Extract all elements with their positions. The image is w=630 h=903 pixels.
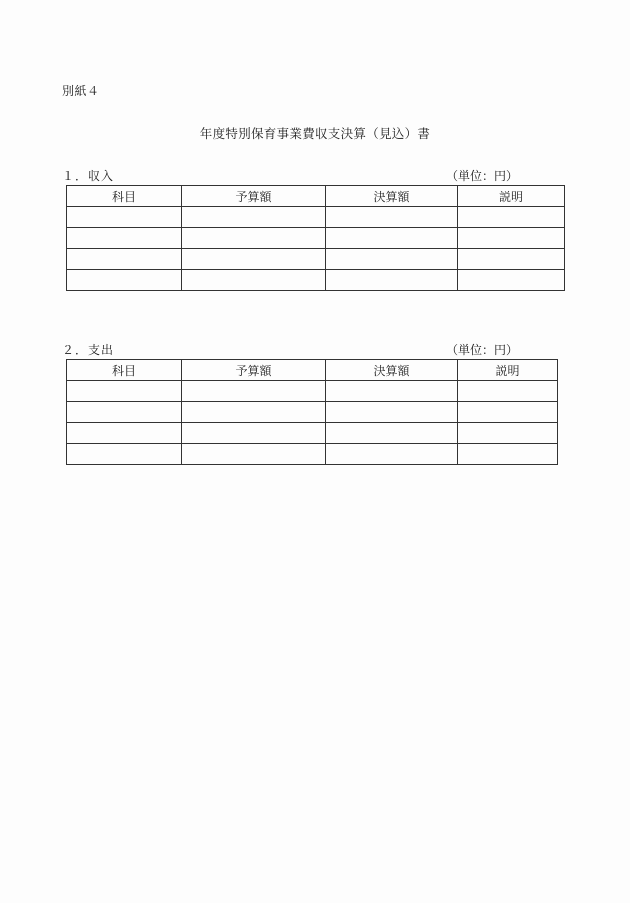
table-row <box>67 381 558 402</box>
table-row <box>67 423 558 444</box>
table-cell <box>326 207 458 228</box>
table-cell <box>67 423 182 444</box>
table-row <box>67 249 565 270</box>
table-cell <box>182 228 326 249</box>
table-cell <box>458 402 558 423</box>
table-cell <box>326 381 458 402</box>
table-cell <box>458 270 565 291</box>
header-subject: 科目 <box>67 186 182 207</box>
table-cell <box>182 249 326 270</box>
table-cell <box>67 381 182 402</box>
header-explanation: 説明 <box>458 360 558 381</box>
header-settlement: 決算額 <box>326 360 458 381</box>
table-cell <box>182 423 326 444</box>
table-cell <box>458 249 565 270</box>
table-cell <box>458 423 558 444</box>
table-header-row <box>67 186 565 207</box>
unit-label: （単位：円） <box>446 169 519 183</box>
table-cell <box>326 423 458 444</box>
section-label-income: １．収入 <box>62 169 115 183</box>
unit-label: （単位：円） <box>446 343 519 357</box>
table-cell <box>458 207 565 228</box>
table-cell <box>67 402 182 423</box>
document-title: 年度特別保育事業費収支決算（見込）書 <box>199 126 431 141</box>
header-subject: 科目 <box>67 360 182 381</box>
table-cell <box>182 207 326 228</box>
table-cell <box>67 207 182 228</box>
table-row <box>67 207 565 228</box>
table-cell <box>182 381 326 402</box>
section-header <box>62 167 565 185</box>
header-settlement: 決算額 <box>326 186 458 207</box>
table-header-row <box>67 360 558 381</box>
table-row <box>67 444 558 465</box>
table-row <box>67 228 565 249</box>
table-cell <box>182 402 326 423</box>
table-cell <box>67 270 182 291</box>
table-cell <box>326 249 458 270</box>
table-cell <box>326 444 458 465</box>
expenditure-table <box>66 359 558 465</box>
table-cell <box>67 249 182 270</box>
table-cell <box>458 381 558 402</box>
table-row <box>67 270 565 291</box>
table-cell <box>326 402 458 423</box>
attachment-label: 別紙４ <box>62 84 100 98</box>
income-table <box>66 185 565 291</box>
header-budget: 予算額 <box>182 186 326 207</box>
table-cell <box>67 228 182 249</box>
table-cell <box>458 228 565 249</box>
header-explanation: 説明 <box>458 186 565 207</box>
table-cell <box>182 270 326 291</box>
section-label-expenditure: ２．支出 <box>62 343 115 357</box>
income-section <box>62 167 565 291</box>
table-cell <box>182 444 326 465</box>
table-cell <box>326 270 458 291</box>
expenditure-section <box>62 341 558 465</box>
section-header <box>62 341 558 359</box>
table-cell <box>67 444 182 465</box>
table-row <box>67 402 558 423</box>
table-cell <box>458 444 558 465</box>
header-budget: 予算額 <box>182 360 326 381</box>
table-cell <box>326 228 458 249</box>
